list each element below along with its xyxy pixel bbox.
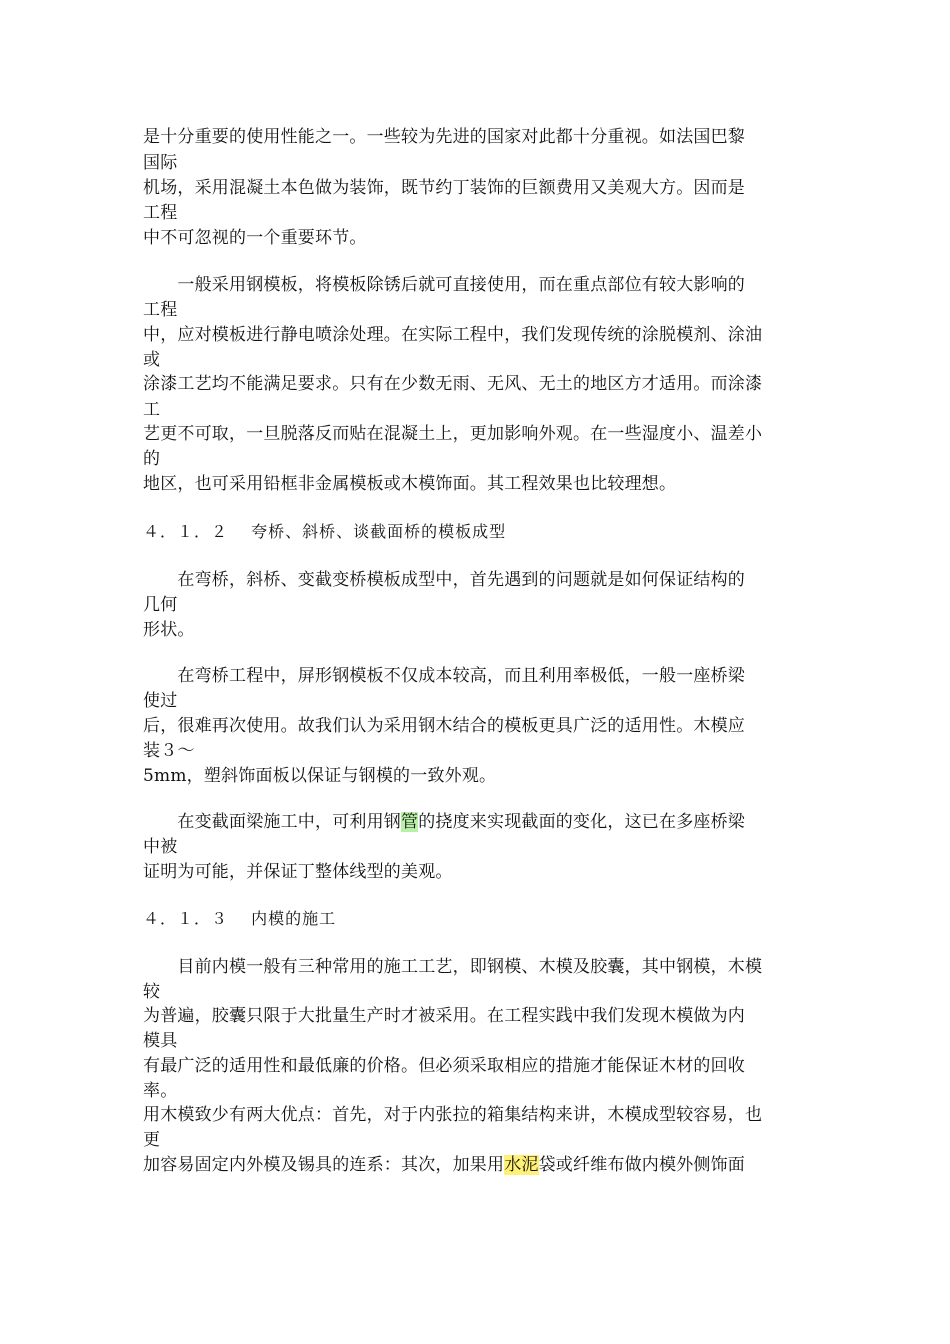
text-line: 更 xyxy=(143,1130,161,1150)
section-heading: ４．１．２ 夸桥、斜桥、谈截面桥的模板成型 xyxy=(143,522,507,541)
text-line: 机场，采用混凝土本色做为装饰，既节约丁装饰的巨额费用又美观大方。因而是 xyxy=(143,178,745,198)
text-segment: 袋或纤维布做内模外侧饰面 xyxy=(538,1155,746,1175)
text-line: 有最广泛的适用性和最低廉的价格。但必须采取相应的措施才能保证木材的回收 xyxy=(143,1056,745,1076)
text-line: 涂漆工艺均不能满足要求。只有在少数无雨、无风、无土的地区方才适用。而涂漆 xyxy=(143,374,763,394)
text-line: 是十分重要的使用性能之一。一些较为先进的国家对此都十分重视。如法国巴黎 xyxy=(143,127,745,147)
text-line: 中不可忽视的一个重要环节。 xyxy=(143,228,367,248)
text-line: 率。 xyxy=(143,1081,178,1101)
text-line: 中，应对模板进行静电喷涂处理。在实际工程中，我们发现传统的涂脱模剂、涂油 xyxy=(143,325,763,345)
text-line: 地区，也可采用铅框非金属模板或木模饰面。其工程效果也比较理想。 xyxy=(143,474,677,494)
highlighted-term: 水泥 xyxy=(504,1155,539,1175)
text-line: 较 xyxy=(143,982,161,1002)
text-line: 艺更不可取，一旦脱落反而贴在混凝土上，更加影响外观。在一些湿度小、温差小 xyxy=(143,424,763,444)
section-heading: ４．１．３ 内模的施工 xyxy=(143,909,337,928)
highlighted-term: 管 xyxy=(401,812,419,832)
text-line xyxy=(143,810,745,834)
text-line: 几何 xyxy=(143,595,178,615)
text-line: 后，很难再次使用。故我们认为采用钢木结合的模板更具广泛的适用性。木模应 xyxy=(143,716,745,736)
text-line: 工程 xyxy=(143,203,178,223)
text-line: 用木模致少有两大优点：首先，对于内张拉的箱集结构来讲，木模成型较容易，也 xyxy=(143,1105,763,1125)
text-segment: 在变截面梁施工中，可利用钢 xyxy=(143,812,401,832)
text-line: 证明为可能，并保证丁整体线型的美观。 xyxy=(143,862,453,882)
text-segment: 加容易固定内外模及锡具的连系：其次，加果用 xyxy=(143,1155,505,1175)
text-line: 中被 xyxy=(143,837,178,857)
text-line: 工程 xyxy=(143,300,178,320)
text-line: 模具 xyxy=(143,1031,178,1051)
text-line: 5mm，塑斜饰面板以保证与钢模的一致外观。 xyxy=(143,766,497,786)
text-line xyxy=(143,1153,745,1177)
text-line: 在弯桥，斜桥、变截变桥模板成型中，首先遇到的问题就是如何保证结构的 xyxy=(143,570,745,590)
text-line: 或 xyxy=(143,350,161,370)
text-segment: 的挠度来实现截面的变化，这已在多座桥梁 xyxy=(418,812,746,832)
text-line: 形状。 xyxy=(143,620,195,640)
text-line: 在弯桥工程中，屏形钢模板不仅成本较高，而且利用率极低，一般一座桥梁 xyxy=(143,666,745,686)
text-line: 装３～ xyxy=(143,741,195,761)
text-line: 工 xyxy=(143,400,161,420)
text-line: 使过 xyxy=(143,691,178,711)
text-line: 为普遍，胶囊只限于大批量生产时才被采用。在工程实践中我们发现木模做为内 xyxy=(143,1006,745,1026)
text-line: 的 xyxy=(143,449,161,469)
text-line: 目前内模一般有三种常用的施工工艺，即钢模、木模及胶囊，其中钢模，木模 xyxy=(143,957,763,977)
text-line: 一般采用钢模板，将模板除锈后就可直接使用，而在重点部位有较大影响的 xyxy=(143,275,745,295)
text-line: 国际 xyxy=(143,153,178,173)
